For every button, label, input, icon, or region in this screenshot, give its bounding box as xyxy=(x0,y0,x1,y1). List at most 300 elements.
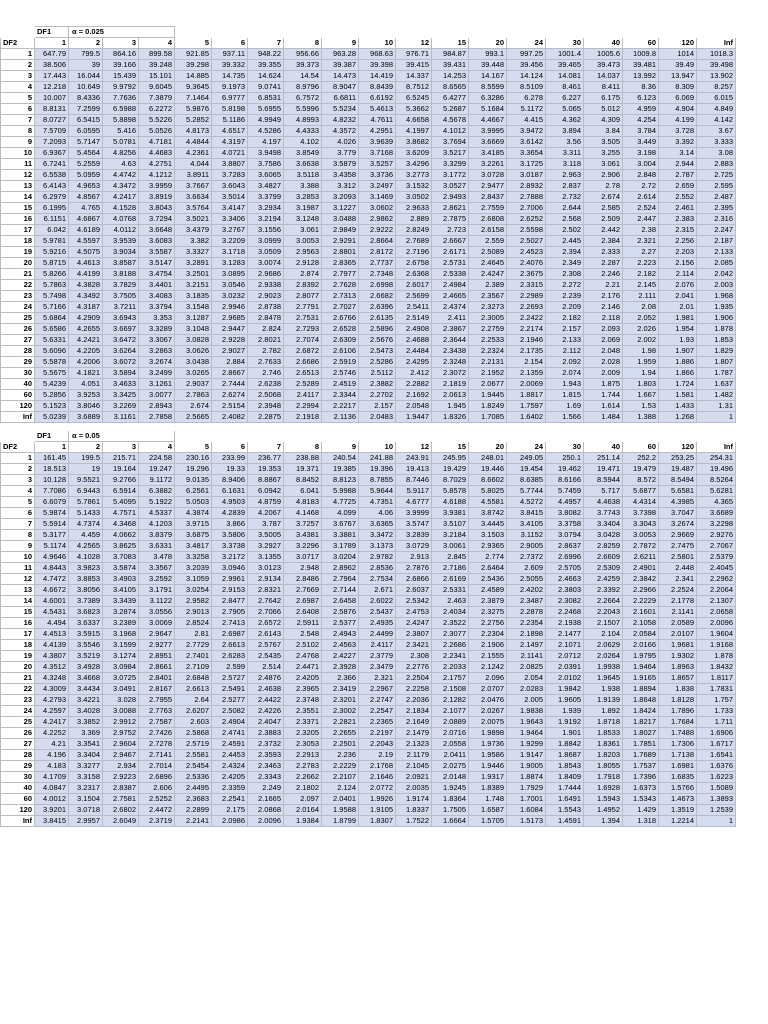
table-cell[interactable]: 1.5766 xyxy=(659,783,697,794)
table-cell[interactable]: 2.7293 xyxy=(284,324,322,335)
table-cell[interactable]: 4.765 xyxy=(69,203,103,214)
table-cell[interactable]: 8.7029 xyxy=(432,475,469,486)
table-cell[interactable]: 2.514 xyxy=(248,662,284,673)
table-cell[interactable]: 2.182 xyxy=(546,313,584,324)
table-cell[interactable]: 3.1789 xyxy=(322,541,359,552)
table-cell[interactable]: 2.2756 xyxy=(469,618,507,629)
table-cell[interactable]: 1.8217 xyxy=(623,717,659,728)
table-cell[interactable]: 2.2693 xyxy=(507,302,546,313)
table-cell[interactable]: 3.2853 xyxy=(284,192,322,203)
table-cell[interactable]: 3.08 xyxy=(697,148,736,159)
column-header[interactable]: 5 xyxy=(175,442,212,453)
table-cell[interactable]: 19.487 xyxy=(659,464,697,475)
table-cell[interactable]: 3.3758 xyxy=(546,519,584,530)
row-header[interactable]: 3 xyxy=(1,475,35,486)
table-cell[interactable]: 2.674 xyxy=(584,192,623,203)
table-cell[interactable]: 5.6586 xyxy=(35,324,69,335)
table-cell[interactable]: 2.097 xyxy=(284,794,322,805)
table-cell[interactable]: 8.7512 xyxy=(396,82,432,93)
column-header[interactable]: 10 xyxy=(359,442,396,453)
table-cell[interactable]: 5.8266 xyxy=(35,269,69,280)
table-cell[interactable]: 3.3738 xyxy=(212,541,248,552)
table-cell[interactable]: 14.735 xyxy=(212,71,248,82)
table-cell[interactable]: 2.2547 xyxy=(359,706,396,717)
table-cell[interactable]: 3.6697 xyxy=(103,324,139,335)
table-cell[interactable]: 2.8365 xyxy=(322,258,359,269)
table-cell[interactable]: 2.7689 xyxy=(396,236,432,247)
table-cell[interactable]: 2.9912 xyxy=(103,717,139,728)
table-cell[interactable]: 7.7086 xyxy=(35,486,69,497)
table-cell[interactable]: 4.5431 xyxy=(35,607,69,618)
column-header[interactable]: 4 xyxy=(139,442,175,453)
table-cell[interactable]: 1.6587 xyxy=(469,805,507,816)
table-cell[interactable]: 2.076 xyxy=(659,280,697,291)
table-cell[interactable]: 2.2662 xyxy=(284,772,322,783)
table-cell[interactable]: 2.1477 xyxy=(546,629,584,640)
table-cell[interactable]: 2.2107 xyxy=(322,772,359,783)
row-header[interactable]: 14 xyxy=(1,596,35,607)
table-cell[interactable]: 2.837 xyxy=(546,181,584,192)
table-cell[interactable]: 2.7633 xyxy=(248,357,284,368)
table-cell[interactable]: 799.5 xyxy=(69,49,103,60)
table-cell[interactable]: 2.3732 xyxy=(248,739,284,750)
table-cell[interactable]: 4.6188 xyxy=(432,497,469,508)
table-cell[interactable]: 2.7888 xyxy=(507,192,546,203)
table-cell[interactable]: 6.5415 xyxy=(69,115,103,126)
table-cell[interactable]: 3.8742 xyxy=(469,508,507,519)
table-cell[interactable]: 2.2776 xyxy=(396,662,432,673)
table-cell[interactable]: 3.5879 xyxy=(322,159,359,170)
row-header[interactable]: 7 xyxy=(1,115,35,126)
table-cell[interactable]: 1.4673 xyxy=(659,794,697,805)
table-cell[interactable]: 2.9604 xyxy=(103,739,139,750)
table-cell[interactable]: 1 xyxy=(697,816,736,827)
table-cell[interactable]: 2.0658 xyxy=(697,607,736,618)
table-cell[interactable]: 6.015 xyxy=(697,93,736,104)
table-cell[interactable]: 1.815 xyxy=(546,390,584,401)
table-cell[interactable]: 4.959 xyxy=(623,104,659,115)
table-cell[interactable]: 2.5896 xyxy=(359,324,396,335)
row-header[interactable]: 60 xyxy=(1,794,35,805)
table-cell[interactable]: 2.6896 xyxy=(139,772,175,783)
table-cell[interactable]: 3.3799 xyxy=(248,192,284,203)
table-cell[interactable]: 3.787 xyxy=(248,519,284,530)
table-cell[interactable]: 4.254 xyxy=(623,115,659,126)
table-cell[interactable]: 16.044 xyxy=(69,71,103,82)
table-cell[interactable]: 2.3882 xyxy=(359,379,396,390)
table-cell[interactable]: 253.25 xyxy=(659,453,697,464)
table-cell[interactable]: 1 xyxy=(697,412,736,423)
table-cell[interactable]: 2.4374 xyxy=(432,302,469,313)
table-cell[interactable]: 2.6049 xyxy=(103,816,139,827)
table-cell[interactable]: 2.5699 xyxy=(396,291,432,302)
table-cell[interactable]: 3.8056 xyxy=(69,585,103,596)
table-cell[interactable]: 2.1508 xyxy=(432,684,469,695)
table-cell[interactable]: 2.3419 xyxy=(322,684,359,695)
column-header[interactable]: 7 xyxy=(248,38,284,49)
table-cell[interactable]: 2.889 xyxy=(396,214,432,225)
table-cell[interactable]: 4.7351 xyxy=(359,497,396,508)
table-cell[interactable]: 3.6065 xyxy=(248,170,284,181)
table-cell[interactable]: 8.0727 xyxy=(35,115,69,126)
column-header[interactable]: 60 xyxy=(623,38,659,49)
table-cell[interactable]: 1.9447 xyxy=(396,412,432,423)
table-cell[interactable]: 3.255 xyxy=(584,148,623,159)
table-cell[interactable]: 3.7283 xyxy=(212,170,248,181)
table-cell[interactable]: 2.3719 xyxy=(139,816,175,827)
table-cell[interactable]: 8.6166 xyxy=(546,475,584,486)
table-cell[interactable]: 3.7211 xyxy=(103,302,139,313)
table-cell[interactable]: 2.9862 xyxy=(359,214,396,225)
table-cell[interactable]: 4.3807 xyxy=(35,651,69,662)
table-cell[interactable]: 2.4472 xyxy=(139,805,175,816)
table-cell[interactable]: 8.4336 xyxy=(69,93,103,104)
table-cell[interactable]: 956.66 xyxy=(284,49,322,60)
table-cell[interactable]: 2.146 xyxy=(584,302,623,313)
table-cell[interactable]: 4.3492 xyxy=(69,291,103,302)
table-cell[interactable]: 5.8715 xyxy=(35,258,69,269)
table-cell[interactable]: 2.7426 xyxy=(139,728,175,739)
table-cell[interactable]: 1.6491 xyxy=(546,794,584,805)
table-cell[interactable]: 2.1179 xyxy=(396,750,432,761)
table-cell[interactable]: 4.0768 xyxy=(103,214,139,225)
table-cell[interactable]: 2.6274 xyxy=(212,390,248,401)
table-cell[interactable]: 2.7372 xyxy=(507,552,546,563)
table-cell[interactable]: 8.7446 xyxy=(396,475,432,486)
row-header[interactable]: 29 xyxy=(1,761,35,772)
table-cell[interactable]: 3.4754 xyxy=(139,269,175,280)
table-cell[interactable]: 3.0502 xyxy=(396,192,432,203)
table-cell[interactable]: 1.7001 xyxy=(507,794,546,805)
table-cell[interactable]: 3.2891 xyxy=(175,258,212,269)
df1-label[interactable]: DF1 xyxy=(35,431,69,442)
table-cell[interactable]: 3.9201 xyxy=(35,805,69,816)
table-cell[interactable]: 4.0721 xyxy=(212,148,248,159)
table-cell[interactable]: 1.388 xyxy=(623,412,659,423)
table-cell[interactable]: 2.0677 xyxy=(469,379,507,390)
table-cell[interactable]: 3.4827 xyxy=(248,181,284,192)
table-cell[interactable]: 2.2899 xyxy=(175,805,212,816)
table-cell[interactable]: 1.8027 xyxy=(623,728,659,739)
table-cell[interactable]: 2.7905 xyxy=(212,607,248,618)
table-cell[interactable]: 2.0868 xyxy=(248,805,284,816)
table-cell[interactable]: 2.0164 xyxy=(284,805,322,816)
table-cell[interactable]: 4.2951 xyxy=(359,126,396,137)
table-cell[interactable]: 3.5219 xyxy=(69,651,103,662)
table-cell[interactable]: 3.67 xyxy=(697,126,736,137)
table-cell[interactable]: 2.1768 xyxy=(359,761,396,772)
table-cell[interactable]: 3.9823 xyxy=(69,563,103,574)
table-cell[interactable]: 2.8962 xyxy=(322,563,359,574)
table-cell[interactable]: 4.2751 xyxy=(139,159,175,170)
table-cell[interactable]: 4.7725 xyxy=(322,497,359,508)
table-cell[interactable]: 2.6758 xyxy=(396,258,432,269)
row-header[interactable]: 12 xyxy=(1,170,35,181)
table-cell[interactable]: 19.446 xyxy=(469,464,507,475)
table-cell[interactable]: 4.2067 xyxy=(248,508,284,519)
table-cell[interactable]: 6.1631 xyxy=(212,486,248,497)
table-cell[interactable]: 3.4445 xyxy=(469,519,507,530)
table-cell[interactable]: 4.8993 xyxy=(284,115,322,126)
table-cell[interactable]: 7.5709 xyxy=(35,126,69,137)
table-cell[interactable]: 3.8853 xyxy=(69,574,103,585)
table-cell[interactable]: 2.096 xyxy=(469,673,507,684)
table-cell[interactable]: 5.6331 xyxy=(35,335,69,346)
table-cell[interactable]: 6.6192 xyxy=(359,93,396,104)
table-cell[interactable]: 2.1507 xyxy=(584,618,623,629)
table-cell[interactable]: 1.9174 xyxy=(396,794,432,805)
table-cell[interactable]: 4.2655 xyxy=(69,324,103,335)
table-cell[interactable]: 1.8117 xyxy=(697,673,736,684)
table-cell[interactable]: 3.3794 xyxy=(139,302,175,313)
table-cell[interactable]: 4.1821 xyxy=(69,368,103,379)
table-cell[interactable]: 6.7572 xyxy=(284,93,322,104)
table-cell[interactable]: 3.369 xyxy=(69,728,103,739)
table-cell[interactable]: 3.0069 xyxy=(139,618,175,629)
table-cell[interactable]: 19.385 xyxy=(322,464,359,475)
table-cell[interactable]: 7.2093 xyxy=(35,137,69,148)
table-cell[interactable]: 7.2599 xyxy=(69,104,103,115)
table-cell[interactable]: 6.0595 xyxy=(69,126,103,137)
table-cell[interactable]: 2.1834 xyxy=(396,706,432,717)
table-cell[interactable]: 19.413 xyxy=(396,464,432,475)
table-cell[interactable]: 3.0626 xyxy=(175,346,212,357)
table-cell[interactable]: 2.3522 xyxy=(432,618,469,629)
table-cell[interactable]: 1.8543 xyxy=(546,761,584,772)
table-cell[interactable]: 4.9949 xyxy=(248,115,284,126)
table-cell[interactable]: 4.3874 xyxy=(175,508,212,519)
table-cell[interactable]: 3.9539 xyxy=(103,236,139,247)
table-cell[interactable]: 3.7294 xyxy=(139,214,175,225)
table-cell[interactable]: 2.6158 xyxy=(469,225,507,236)
table-cell[interactable]: 5.1922 xyxy=(139,497,175,508)
table-cell[interactable]: 997.25 xyxy=(507,49,546,60)
table-cell[interactable]: 2.9493 xyxy=(432,192,469,203)
table-cell[interactable]: 241.88 xyxy=(359,453,396,464)
table-cell[interactable]: 2.1307 xyxy=(697,596,736,607)
table-cell[interactable]: 1.9446 xyxy=(469,761,507,772)
table-cell[interactable]: 6.6079 xyxy=(35,497,69,508)
table-cell[interactable]: 1.5543 xyxy=(546,805,584,816)
table-cell[interactable]: 3.0053 xyxy=(623,530,659,541)
table-cell[interactable]: 1.907 xyxy=(659,346,697,357)
table-cell[interactable]: 3.5217 xyxy=(432,148,469,159)
table-cell[interactable]: 1.733 xyxy=(697,706,736,717)
table-cell[interactable]: 2.6396 xyxy=(359,302,396,313)
table-cell[interactable]: 4.2565 xyxy=(69,541,103,552)
table-cell[interactable]: 10.128 xyxy=(35,475,69,486)
table-cell[interactable]: 4.4638 xyxy=(584,497,623,508)
table-cell[interactable]: 1.8963 xyxy=(659,662,697,673)
table-cell[interactable]: 2.5089 xyxy=(469,247,507,258)
table-cell[interactable]: 4.2006 xyxy=(69,357,103,368)
table-cell[interactable]: 2.1479 xyxy=(396,728,432,739)
row-header[interactable]: 24 xyxy=(1,706,35,717)
table-cell[interactable]: 9.1172 xyxy=(139,475,175,486)
column-header[interactable]: 20 xyxy=(469,38,507,49)
table-cell[interactable]: 4.099 xyxy=(322,508,359,519)
table-cell[interactable]: 2.156 xyxy=(659,258,697,269)
table-cell[interactable]: 1.6084 xyxy=(507,805,546,816)
table-cell[interactable]: 2.3948 xyxy=(248,401,284,412)
table-cell[interactable]: 6.3882 xyxy=(139,486,175,497)
table-cell[interactable]: 2.5289 xyxy=(284,379,322,390)
table-cell[interactable]: 2.5436 xyxy=(469,574,507,585)
table-cell[interactable]: 39.248 xyxy=(139,60,175,71)
column-header[interactable]: 3 xyxy=(103,38,139,49)
table-cell[interactable]: 993.1 xyxy=(469,49,507,60)
table-cell[interactable]: 2.4519 xyxy=(322,379,359,390)
table-cell[interactable]: 1.6541 xyxy=(697,750,736,761)
table-cell[interactable]: 2.3807 xyxy=(396,629,432,640)
table-cell[interactable]: 4.6001 xyxy=(35,596,69,607)
table-cell[interactable]: 19.479 xyxy=(623,464,659,475)
table-cell[interactable]: 2.003 xyxy=(697,280,736,291)
table-cell[interactable]: 3.2151 xyxy=(175,280,212,291)
table-cell[interactable]: 3.0509 xyxy=(248,247,284,258)
alpha-label[interactable]: α = 0.025 xyxy=(69,27,175,38)
table-cell[interactable]: 2.8077 xyxy=(284,291,322,302)
table-cell[interactable]: 2.8259 xyxy=(584,541,623,552)
table-cell[interactable]: 3.1556 xyxy=(248,225,284,236)
table-cell[interactable]: 3.1048 xyxy=(175,324,212,335)
table-cell[interactable]: 2.3644 xyxy=(432,335,469,346)
table-cell[interactable]: 3.4221 xyxy=(69,695,103,706)
table-cell[interactable]: 1.6402 xyxy=(507,412,546,423)
table-cell[interactable]: 2.3275 xyxy=(469,607,507,618)
table-cell[interactable]: 3.4185 xyxy=(469,148,507,159)
table-cell[interactable]: 4.5286 xyxy=(248,126,284,137)
row-header[interactable]: 4 xyxy=(1,82,35,93)
table-cell[interactable]: 3.9034 xyxy=(103,247,139,258)
table-cell[interactable]: 3.7047 xyxy=(659,508,697,519)
table-cell[interactable]: 3.2209 xyxy=(212,236,248,247)
column-header[interactable]: 24 xyxy=(507,38,546,49)
table-cell[interactable]: 2.9291 xyxy=(322,236,359,247)
table-cell[interactable]: 3.6472 xyxy=(103,335,139,346)
table-cell[interactable]: 2.3463 xyxy=(248,761,284,772)
row-header[interactable]: Inf xyxy=(1,412,35,423)
table-cell[interactable]: 1.901 xyxy=(546,728,584,739)
row-header[interactable]: 26 xyxy=(1,728,35,739)
table-cell[interactable]: 2.6766 xyxy=(322,313,359,324)
row-header[interactable]: 17 xyxy=(1,629,35,640)
table-cell[interactable]: 2.4876 xyxy=(248,673,284,684)
table-cell[interactable]: 6.3286 xyxy=(469,93,507,104)
table-cell[interactable]: 39.166 xyxy=(103,60,139,71)
row-header[interactable]: 7 xyxy=(1,519,35,530)
table-cell[interactable]: 19.371 xyxy=(284,464,322,475)
table-cell[interactable]: 5.2687 xyxy=(432,104,469,115)
table-cell[interactable]: 2.6613 xyxy=(212,640,248,651)
table-cell[interactable]: 2.0107 xyxy=(659,629,697,640)
table-cell[interactable]: 3.7505 xyxy=(103,291,139,302)
table-cell[interactable]: 2.906 xyxy=(584,170,623,181)
table-cell[interactable]: 2.6609 xyxy=(584,552,623,563)
table-cell[interactable]: 2.145 xyxy=(623,280,659,291)
table-cell[interactable]: 1.8364 xyxy=(432,794,469,805)
table-cell[interactable]: 2.8738 xyxy=(248,302,284,313)
table-cell[interactable]: 4.7611 xyxy=(359,115,396,126)
table-cell[interactable]: 8.309 xyxy=(659,82,697,93)
row-header[interactable]: 15 xyxy=(1,203,35,214)
table-cell[interactable]: 3.2497 xyxy=(359,181,396,192)
table-cell[interactable]: 2.2324 xyxy=(469,346,507,357)
table-cell[interactable]: 2.9477 xyxy=(469,181,507,192)
table-cell[interactable]: 3.4379 xyxy=(175,225,212,236)
table-cell[interactable]: 3.2934 xyxy=(248,203,284,214)
table-cell[interactable]: 2.9946 xyxy=(212,302,248,313)
table-cell[interactable]: 2.048 xyxy=(584,346,623,357)
table-cell[interactable]: 3.8549 xyxy=(284,148,322,159)
table-cell[interactable]: 5.5675 xyxy=(35,368,69,379)
table-cell[interactable]: 1.5173 xyxy=(507,816,546,827)
table-cell[interactable]: 3.9253 xyxy=(69,390,103,401)
table-cell[interactable]: 2.5491 xyxy=(212,684,248,695)
table-cell[interactable]: 4.9653 xyxy=(69,181,103,192)
table-cell[interactable]: 2.223 xyxy=(623,258,659,269)
table-cell[interactable]: 4.3187 xyxy=(69,302,103,313)
table-cell[interactable]: 1.711 xyxy=(697,717,736,728)
table-cell[interactable]: 1.8203 xyxy=(584,750,623,761)
table-cell[interactable]: 3.3439 xyxy=(103,596,139,607)
table-cell[interactable]: 2.9134 xyxy=(248,574,284,585)
table-cell[interactable]: 2.6171 xyxy=(432,247,469,258)
table-cell[interactable]: 2.5068 xyxy=(248,390,284,401)
table-cell[interactable]: 8.8867 xyxy=(248,475,284,486)
table-cell[interactable]: 2.7581 xyxy=(103,794,139,805)
table-cell[interactable]: 5.0959 xyxy=(69,170,103,181)
table-cell[interactable]: 4.6517 xyxy=(212,126,248,137)
table-cell[interactable]: 921.85 xyxy=(175,49,212,60)
table-cell[interactable]: 2.4688 xyxy=(396,335,432,346)
table-cell[interactable]: 1.968 xyxy=(697,291,736,302)
table-cell[interactable]: 3.0728 xyxy=(469,170,507,181)
table-cell[interactable]: 2.4484 xyxy=(396,346,432,357)
table-cell[interactable]: 2.3082 xyxy=(546,596,584,607)
table-cell[interactable]: 2.384 xyxy=(584,236,623,247)
table-cell[interactable]: 2.3593 xyxy=(248,750,284,761)
table-cell[interactable]: 1.7537 xyxy=(623,761,659,772)
table-cell[interactable]: 2.1665 xyxy=(248,794,284,805)
table-cell[interactable]: 6.123 xyxy=(623,93,659,104)
table-cell[interactable]: 39.431 xyxy=(432,60,469,71)
table-cell[interactable]: 1.9384 xyxy=(284,816,322,827)
table-cell[interactable]: 3.1548 xyxy=(175,302,212,313)
table-cell[interactable]: 5.4095 xyxy=(103,497,139,508)
table-cell[interactable]: 2.3748 xyxy=(284,695,322,706)
table-cell[interactable]: 1.69 xyxy=(546,401,584,412)
table-cell[interactable]: 2.883 xyxy=(697,159,736,170)
table-cell[interactable]: 2.8661 xyxy=(139,662,175,673)
table-cell[interactable]: 39.465 xyxy=(546,60,584,71)
table-cell[interactable]: 2.1323 xyxy=(396,739,432,750)
table-cell[interactable]: 2.81 xyxy=(175,629,212,640)
table-cell[interactable]: 2.9365 xyxy=(469,541,507,552)
table-cell[interactable]: 4.102 xyxy=(284,137,322,148)
column-header[interactable]: 12 xyxy=(396,442,432,453)
table-cell[interactable]: 3.4928 xyxy=(69,662,103,673)
table-cell[interactable]: 3.7083 xyxy=(103,552,139,563)
table-cell[interactable]: 2.7109 xyxy=(175,662,212,673)
table-cell[interactable]: 3.1725 xyxy=(507,159,546,170)
table-cell[interactable]: 2.2043 xyxy=(584,607,623,618)
table-cell[interactable]: 4.2361 xyxy=(175,148,212,159)
table-cell[interactable]: 2.9005 xyxy=(507,541,546,552)
table-cell[interactable]: 2.4741 xyxy=(212,728,248,739)
table-cell[interactable]: 984.87 xyxy=(432,49,469,60)
table-cell[interactable]: 3.028 xyxy=(103,695,139,706)
